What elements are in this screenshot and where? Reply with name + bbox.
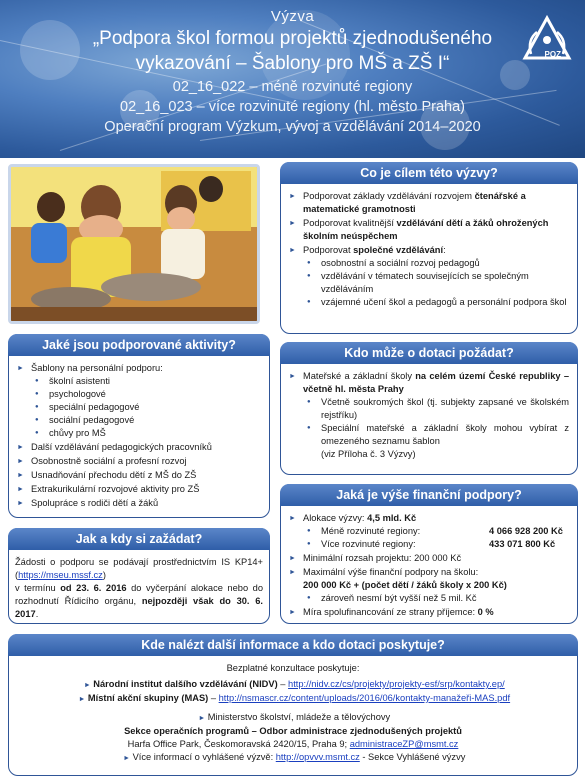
goal-sub-item: ● osobnostní a sociální rozvoj pedagogů bbox=[307, 257, 569, 270]
mseu-link[interactable]: https://mseu.mssf.cz bbox=[18, 570, 103, 580]
header-title-line2: vykazování – Šablony pro MŠ a ZŠ I“ bbox=[135, 53, 450, 74]
goal-box bbox=[280, 162, 578, 334]
goal-item-inclusive: ► Podporovat společné vzdělávání: ● osobnostní a sociální rozvoj pedagogů ● vzdělávání v tématech souvisejících se společným vzděláváním ● vzájemné učení škol a pedagogů a personální podpora škol bbox=[289, 244, 569, 309]
who-box bbox=[280, 342, 578, 475]
goal-item-at-risk: ► Podporovat kvalitnější vzdělávání dětí a žáků ohrožených školním neúspěchem bbox=[289, 217, 569, 243]
header-banner bbox=[0, 0, 585, 158]
activity-sub-item: ● speciální pedagogové bbox=[35, 401, 261, 414]
activity-item: ► Usnadňování přechodu dětí z MŠ do ZŠ bbox=[17, 469, 261, 482]
finance-cofinancing: ► Míra spolufinancování ze strany příjemce: 0 % bbox=[289, 606, 569, 619]
finance-heading: Jaká je výše finanční podpory? bbox=[280, 484, 578, 506]
goal-heading: Co je cílem této výzvy? bbox=[280, 162, 578, 184]
children-photo bbox=[8, 164, 260, 324]
info-mas: ► Místní akční skupiny (MAS) – http://nsmascr.cz/content/uploads/2016/06/kontakty-manažeři-MAS.pdf bbox=[78, 693, 511, 703]
activity-item: ► Spolupráce s rodiči dětí a žáků bbox=[17, 497, 261, 510]
info-msmt: ► Ministerstvo školství, mládeže a tělovýchovy bbox=[198, 712, 391, 722]
mas-link[interactable]: http://nsmascr.cz/content/uploads/2016/06/kontakty-manažeři-MAS.pdf bbox=[218, 693, 511, 703]
who-sub-item: ● Speciální mateřské a základní školy mohou vybírat z omezeného seznamu šablon (viz Příloha č. 3 Výzvy) bbox=[307, 422, 569, 461]
activity-sub-item: ● sociální pedagogové bbox=[35, 414, 261, 427]
activity-item: ► Extrakurikulární rozvojové aktivity pro ZŠ bbox=[17, 483, 261, 496]
activity-sub-item: ● chůvy pro MŠ bbox=[35, 427, 261, 440]
info-address: Harfa Office Park, Českomoravská 2420/15, Praha 9; administraceZP@msmt.cz bbox=[127, 739, 459, 749]
how-paragraph-deadline: v termínu od 23. 6. 2016 do vyčerpání alokace nebo do rozhodnutí Řídicího orgánu, nejpozději však do 30. 6. 2017. bbox=[15, 583, 263, 619]
finance-max-note: ● zároveň nesmí být vyšší než 5 mil. Kč bbox=[307, 592, 569, 605]
who-item: ► Mateřské a základní školy na celém území České republiky – včetně hl. města Prahy ● Včetně soukromých škol (tj. subjekty zapsané ve školském rejstříku) ● Speciální mateřské a základní školy mohou vybírat z omezeného seznamu šablon (viz Příloha č. 3 Výzvy) bbox=[289, 370, 569, 461]
header-title-line1: „Podpora škol formou projektů zjednodušeného bbox=[92, 28, 493, 49]
goal-sub-item: ● vzájemné učení škol a pedagogů a personální podpora škol bbox=[307, 296, 569, 309]
header-text bbox=[0, 8, 585, 135]
finance-box bbox=[280, 484, 578, 624]
info-box bbox=[8, 634, 578, 776]
finance-more-developed: ● Více rozvinuté regiony: 433 071 800 Kč bbox=[307, 538, 569, 551]
activity-sub-item: ● školní asistenti bbox=[35, 375, 261, 388]
activities-box bbox=[8, 334, 270, 518]
activity-item: ► Další vzdělávání pedagogických pracovníků bbox=[17, 441, 261, 454]
who-sub-item: ● Včetně soukromých škol (tj. subjekty zapsané ve školském rejstříku) bbox=[307, 396, 569, 422]
finance-less-developed: ● Méně rozvinuté regiony: 4 066 928 200 Kč bbox=[307, 525, 569, 538]
classroom-illustration bbox=[11, 167, 257, 321]
info-consultations: Bezplatné konzultace poskytuje: bbox=[226, 663, 360, 673]
header-region-more: 02_16_023 – více rozvinuté regiony (hl. město Praha) bbox=[120, 99, 465, 115]
opvvv-link[interactable]: http://opvvv.msmt.cz bbox=[275, 752, 360, 762]
info-heading: Kde nalézt další informace a kdo dotaci poskytuje? bbox=[8, 634, 578, 656]
header-programme: Operační program Výzkum, vývoj a vzdělávání 2014–2020 bbox=[104, 119, 481, 135]
who-heading: Kdo může o dotaci požádat? bbox=[280, 342, 578, 364]
activity-sub-item: ● psychologové bbox=[35, 388, 261, 401]
how-paragraph-system: Žádosti o podporu se podávají prostřednictvím IS KP14+ (https://mseu.mssf.cz) bbox=[15, 557, 263, 580]
activity-item: ► Šablony na personální podporu: ● školní asistenti ● psychologové ● speciální pedagogové ● sociální pedagogové ● chůvy pro MŠ bbox=[17, 362, 261, 440]
poz-logo-icon bbox=[521, 14, 573, 70]
email-link[interactable]: administraceZP@msmt.cz bbox=[349, 739, 459, 749]
goal-sub-item: ● vzdělávání v tématech souvisejících se společným vzděláváním bbox=[307, 270, 569, 296]
how-heading: Jak a kdy si zažádat? bbox=[8, 528, 270, 550]
goal-item-literacy: ► Podporovat základy vzdělávání rozvojem čtenářské a matematické gramotnosti bbox=[289, 190, 569, 216]
finance-maximum: ► Maximální výše finanční podpory na školu: 200 000 Kč + (počet dětí / žáků školy x 200 Kč) ● zároveň nesmí být vyšší než 5 mil. Kč bbox=[289, 566, 569, 605]
activity-item: ► Osobnostně sociální a profesní rozvoj bbox=[17, 455, 261, 468]
finance-allocation: ► Alokace výzvy: 4,5 mld. Kč ● Méně rozvinuté regiony: 4 066 928 200 Kč ● Více rozvinuté regiony: 433 071 800 Kč bbox=[289, 512, 569, 551]
how-box bbox=[8, 528, 270, 624]
logo-text: POZ bbox=[544, 50, 561, 59]
header-region-less: 02_16_022 – méně rozvinuté regiony bbox=[172, 79, 413, 95]
info-sekce: Sekce operačních programů – Odbor administrace zjednodušených projektů bbox=[124, 726, 462, 736]
activities-heading: Jaké jsou podporované aktivity? bbox=[8, 334, 270, 356]
nidv-link[interactable]: http://nidv.cz/cs/projekty/projekty-esf/srp/kontakty.ep/ bbox=[288, 679, 505, 689]
info-more: ► Více informací o vyhlášené výzvě: http://opvvv.msmt.cz - Sekce Vyhlášené výzvy bbox=[123, 752, 466, 762]
header-label: Výzva bbox=[270, 8, 315, 25]
info-nidv: ► Národní institut dalšího vzdělávání (NIDV) – http://nidv.cz/cs/projekty/projekty-esf/srp/kontakty.ep/ bbox=[83, 679, 505, 689]
finance-minimum: ► Minimální rozsah projektu: 200 000 Kč bbox=[289, 552, 569, 565]
